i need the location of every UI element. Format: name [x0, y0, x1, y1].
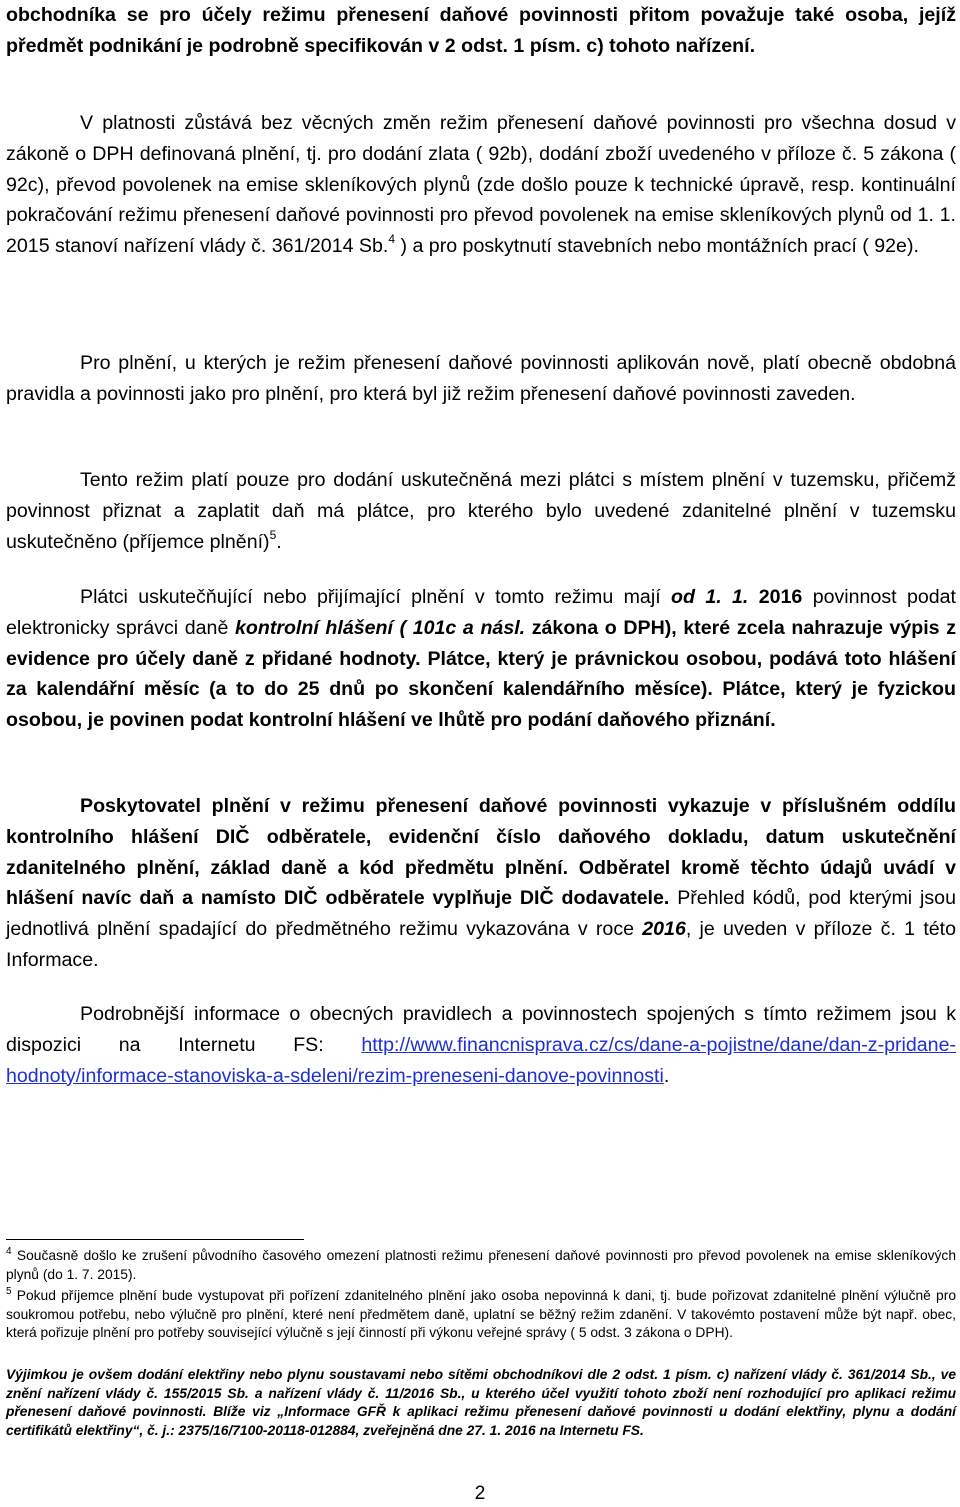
paragraph-text: obchodníka se pro účely režimu přenesení daňové povinnosti přitom považuje také osoba, jejíž předmět podnikání je podrobně specifikován v 2 odst. 1 písm. c) tohoto nařízení. [6, 4, 956, 57]
year-emphasis: 2016 [748, 586, 803, 608]
paragraph-text: povinnost podat elektronicky správci daně [6, 586, 956, 639]
footnote-4 [6, 1247, 956, 1284]
footnote-text: Současně došlo ke zrušení původního časového omezení platnosti režimu přenesení daňové povinnosti pro převod povolenek na emise skleníkových plynů (do 1. 7. 2015). [6, 1248, 956, 1282]
paragraph-more-info [6, 999, 956, 1091]
paragraph-reporting [6, 791, 956, 976]
footnote-ref-5[interactable]: 5 [269, 527, 277, 542]
financnisprava-link[interactable]: http://www.financnisprava.cz/cs/dane-a-pojistne/dane/dan-z-pridane-hodnoty/informace-stanoviska-a-sdeleni/rezim-preneseni-danove-povinnosti [6, 1033, 956, 1087]
paragraph-text: Pro plnění, u kterých je režim přenesení daňové povinnosti aplikován nově, platí obecně obdobná pravidla a povinnosti jako pro plnění, pro která byl již režim přenesení daňové povinnosti zaveden. [6, 352, 956, 405]
paragraph-text: , je uveden v příloze č. 1 této Informace. [6, 918, 956, 971]
footnote-text: Výjimkou je ovšem dodání elektřiny nebo plynu soustavami nebo sítěmi obchodníkovi dle 2 odst. 1 písm. c) nařízení vlády č. 361/2014 Sb., ve znění nařízení vlády č. 155/2015 Sb. a nařízení vlády č. 11/2016 Sb., u kterého účel využití tohoto zboží není rozhodující pro aplikaci režimu přenesení daňové povinnosti. Blíže viz „Informace GFŘ k aplikaci režimu přenesení daňové povinnosti u dodání elektřiny, plynu a dodání certifikátů elektřiny“, č. j.: 2375/16/7100-20118-012884, zveřejněná dne 27. 1. 2016 na Internetu FS. [6, 1367, 956, 1438]
date-emphasis: od 1. 1. [671, 586, 749, 608]
paragraph-nariz-continuation [6, 0, 956, 62]
paragraph-text: Tento režim platí pouze pro dodání uskutečněná mezi plátci s místem plnění v tuzemsku, přičemž povinnost přiznat a zaplatit daň má plátce, pro kterého bylo uvedené zdanitelné plnění v tuzemsku uskutečněno (příjemce plnění) [6, 469, 956, 553]
paragraph-text: Podrobnější informace o obecných pravidlech a povinnostech spojených s tímto režimem jsou k dispozici na Internetu FS: [6, 1003, 956, 1056]
paragraph-new-regimes [6, 348, 956, 410]
paragraph-bold-text: zákona o DPH), které zcela nahrazuje výpis z evidence pro účely daně z přidané hodnoty. Plátce, který je právnickou osobou, podává toto hlášení za kalendářní měsíc (a to do 25 dnů po skončení kalendářního měsíce). Plátce, který je fyzickou osobou, je povinen podat kontrolní hlášení ve lhůtě pro podání daňového přiznání. [6, 616, 956, 732]
paragraph-scope [6, 465, 956, 557]
page-number: 2 [474, 1483, 486, 1504]
footnote-number: 5 [6, 1286, 12, 1297]
footnote-text: Pokud příjemce plnění bude vystupovat při pořízení zdanitelného plnění jako osoba nepovinná k dani, tj. bude pořizovat zdanitelné plnění výlučně pro soukromou potřebu, nebo výlučně pro plnění, které není předmětem daně, uplatní se běžný režim zdanění. V takovémto postavení může být např. obec, která pořizuje plnění pro potřeby související výlučně s její činností při výkonu veřejné správy ( 5 odst. 3 zákona o DPH). [6, 1288, 956, 1341]
footnote-5 [6, 1287, 956, 1343]
year-emphasis: 2016 [642, 918, 686, 941]
paragraph-text: V platnosti zůstává bez věcných změn režim přenesení daňové povinnosti pro všechna dosud v zákoně o DPH definovaná plnění, tj. pro dodání zlata ( 92b), dodání zboží uvedeného v příloze č. 5 zákona ( 92c), převod povolenek na emise skleníkových plynů (zde došlo pouze k technické úpravě, resp. kontinuální pokračování režimu přenesení daňové povinnosti pro převod povolenek na emise skleníkových plynů od 1. 1. 2015 stanoví nařízení vlády č. 361/2014 Sb. [6, 112, 956, 258]
control-report-term: kontrolní hlášení ( 101c a násl. [234, 616, 526, 639]
paragraph-text: . [276, 530, 282, 553]
paragraph-text: Přehled kódů, pod kterými jsou jednotlivá plnění spadající do předmětného režimu vykazována v roce [6, 887, 956, 941]
paragraph-control-report [6, 582, 956, 736]
footnote-number: 4 [6, 1246, 12, 1257]
footnote-5-exception [6, 1366, 956, 1440]
paragraph-text: Plátci uskutečňující nebo přijímající plnění v tomto režimu mají [80, 586, 672, 608]
footnote-ref-4[interactable]: 4 [388, 232, 396, 247]
paragraph-bold-text: Poskytovatel plnění v režimu přenesení daňové povinnosti vykazuje v příslušném oddílu kontrolního hlášení DIČ odběratele, evidenční číslo daňového dokladu, datum uskutečnění zdanitelného plnění, základ daně a kód předmětu plnění. Odběratel kromě těchto údajů uvádí v hlášení navíc daň a namísto DIČ odběratele vyplňuje DIČ dodavatele. [6, 795, 956, 910]
paragraph-text: ) a pro poskytnutí stavebních nebo montážních prací ( 92e). [400, 235, 919, 258]
paragraph-text: . [663, 1064, 670, 1087]
paragraph-existing-regimes [6, 108, 956, 262]
footnote-separator [6, 1239, 304, 1240]
